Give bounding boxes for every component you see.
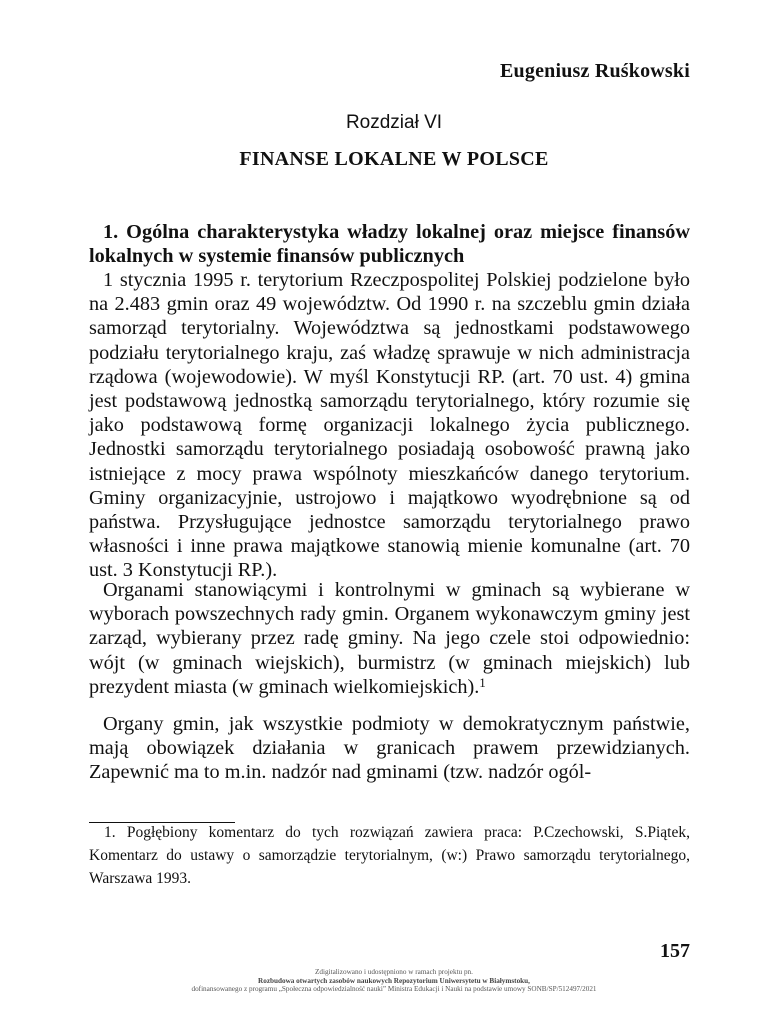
body-paragraph-1 (89, 268, 690, 583)
footnote-reference[interactable]: 1 (479, 674, 486, 690)
body-paragraph-2 (89, 578, 690, 699)
running-header-author: Eugeniusz Ruśkowski (500, 60, 690, 82)
section-heading: 1. Ogólna charakterystyka władzy lokalnej oraz miejsce finansów lokalnych w systemie finansów publicznych (89, 221, 690, 268)
paragraph-text: 1 stycznia 1995 r. terytorium Rzeczpospolitej Polskiej podzielone było na 2.483 gmin oraz 49 województw. Od 1990 r. na szczeblu gmin działa samorząd terytorialny. Województwa są jednostkami podstawowego podziału terytorialnego kraju, zaś władzę sprawuje w nich administracja rządowa (wojewodowie). W myśl Konstytucji RP. (art. 70 ust. 4) gmina jest podstawową jednostką samorządu terytorialnego, który rozumie się jako podstawową formę organizacji lokalnego życia publicznego. Jednostki samorządu terytorialnego posiadają osobowość prawną jako istniejące z mocy prawa wspólnoty mieszkańców danego terytorium. Gminy organizacyjnie, ustrojowo i majątkowo wyodrębnione są od państwa. Przysługujące jednostce samorządu terytorialnego prawo własności i inne prawa majątkowe stanowią mienie komunalne (art. 70 ust. 3 Konstytucji RP.). (89, 269, 690, 582)
body-paragraph-3 (89, 712, 690, 785)
paragraph-text: Organy gmin, jak wszystkie podmioty w demokratycznym państwie, mają obowiązek działania w granicach prawem przewidzianych. Zapewnić ma to m.in. nadzór nad gminami (tzw. nadzór ogól- (89, 713, 690, 784)
digitization-notice (0, 968, 768, 994)
footnote-text: 1. Pogłębiony komentarz do tych rozwiązań zawiera praca: P.Czechowski, S.Piątek, Komentarz do ustawy o samorządzie terytorialnym, (w:) Prawo samorządu terytorialnego, Warszawa 1993. (89, 824, 690, 887)
page-number: 157 (660, 940, 690, 962)
digitization-line-3: dofinansowanego z programu „Społeczna odpowiedzialność nauki” Ministra Edukacji i Nauki na podstawie umowy SONB/SP/512497/2021 (191, 985, 597, 993)
chapter-label: Rozdział VI (345, 112, 443, 133)
paragraph-text: Organami stanowiącymi i kontrolnymi w gminach są wybierane w wyborach powszechnych rady gmin. Organem wykonawczym gminy jest zarząd, wybierany przez radę gminy. Na jego czele stoi odpowiednio: wójt (w gminach wiejskich), burmistrz (w gminach miejskich) lub prezydent miasta (w gminach wielkomiejskich). (89, 579, 690, 698)
footnote (89, 822, 690, 890)
chapter-title: FINANSE LOKALNE W POLSCE (239, 148, 549, 170)
digitization-line-2: Rozbudowa otwartych zasobów naukowych Repozytorium Uniwersytetu w Białymstoku, (258, 976, 530, 985)
digitization-line-1: Zdigitalizowano i udostępniono w ramach projektu pn. (315, 968, 473, 976)
